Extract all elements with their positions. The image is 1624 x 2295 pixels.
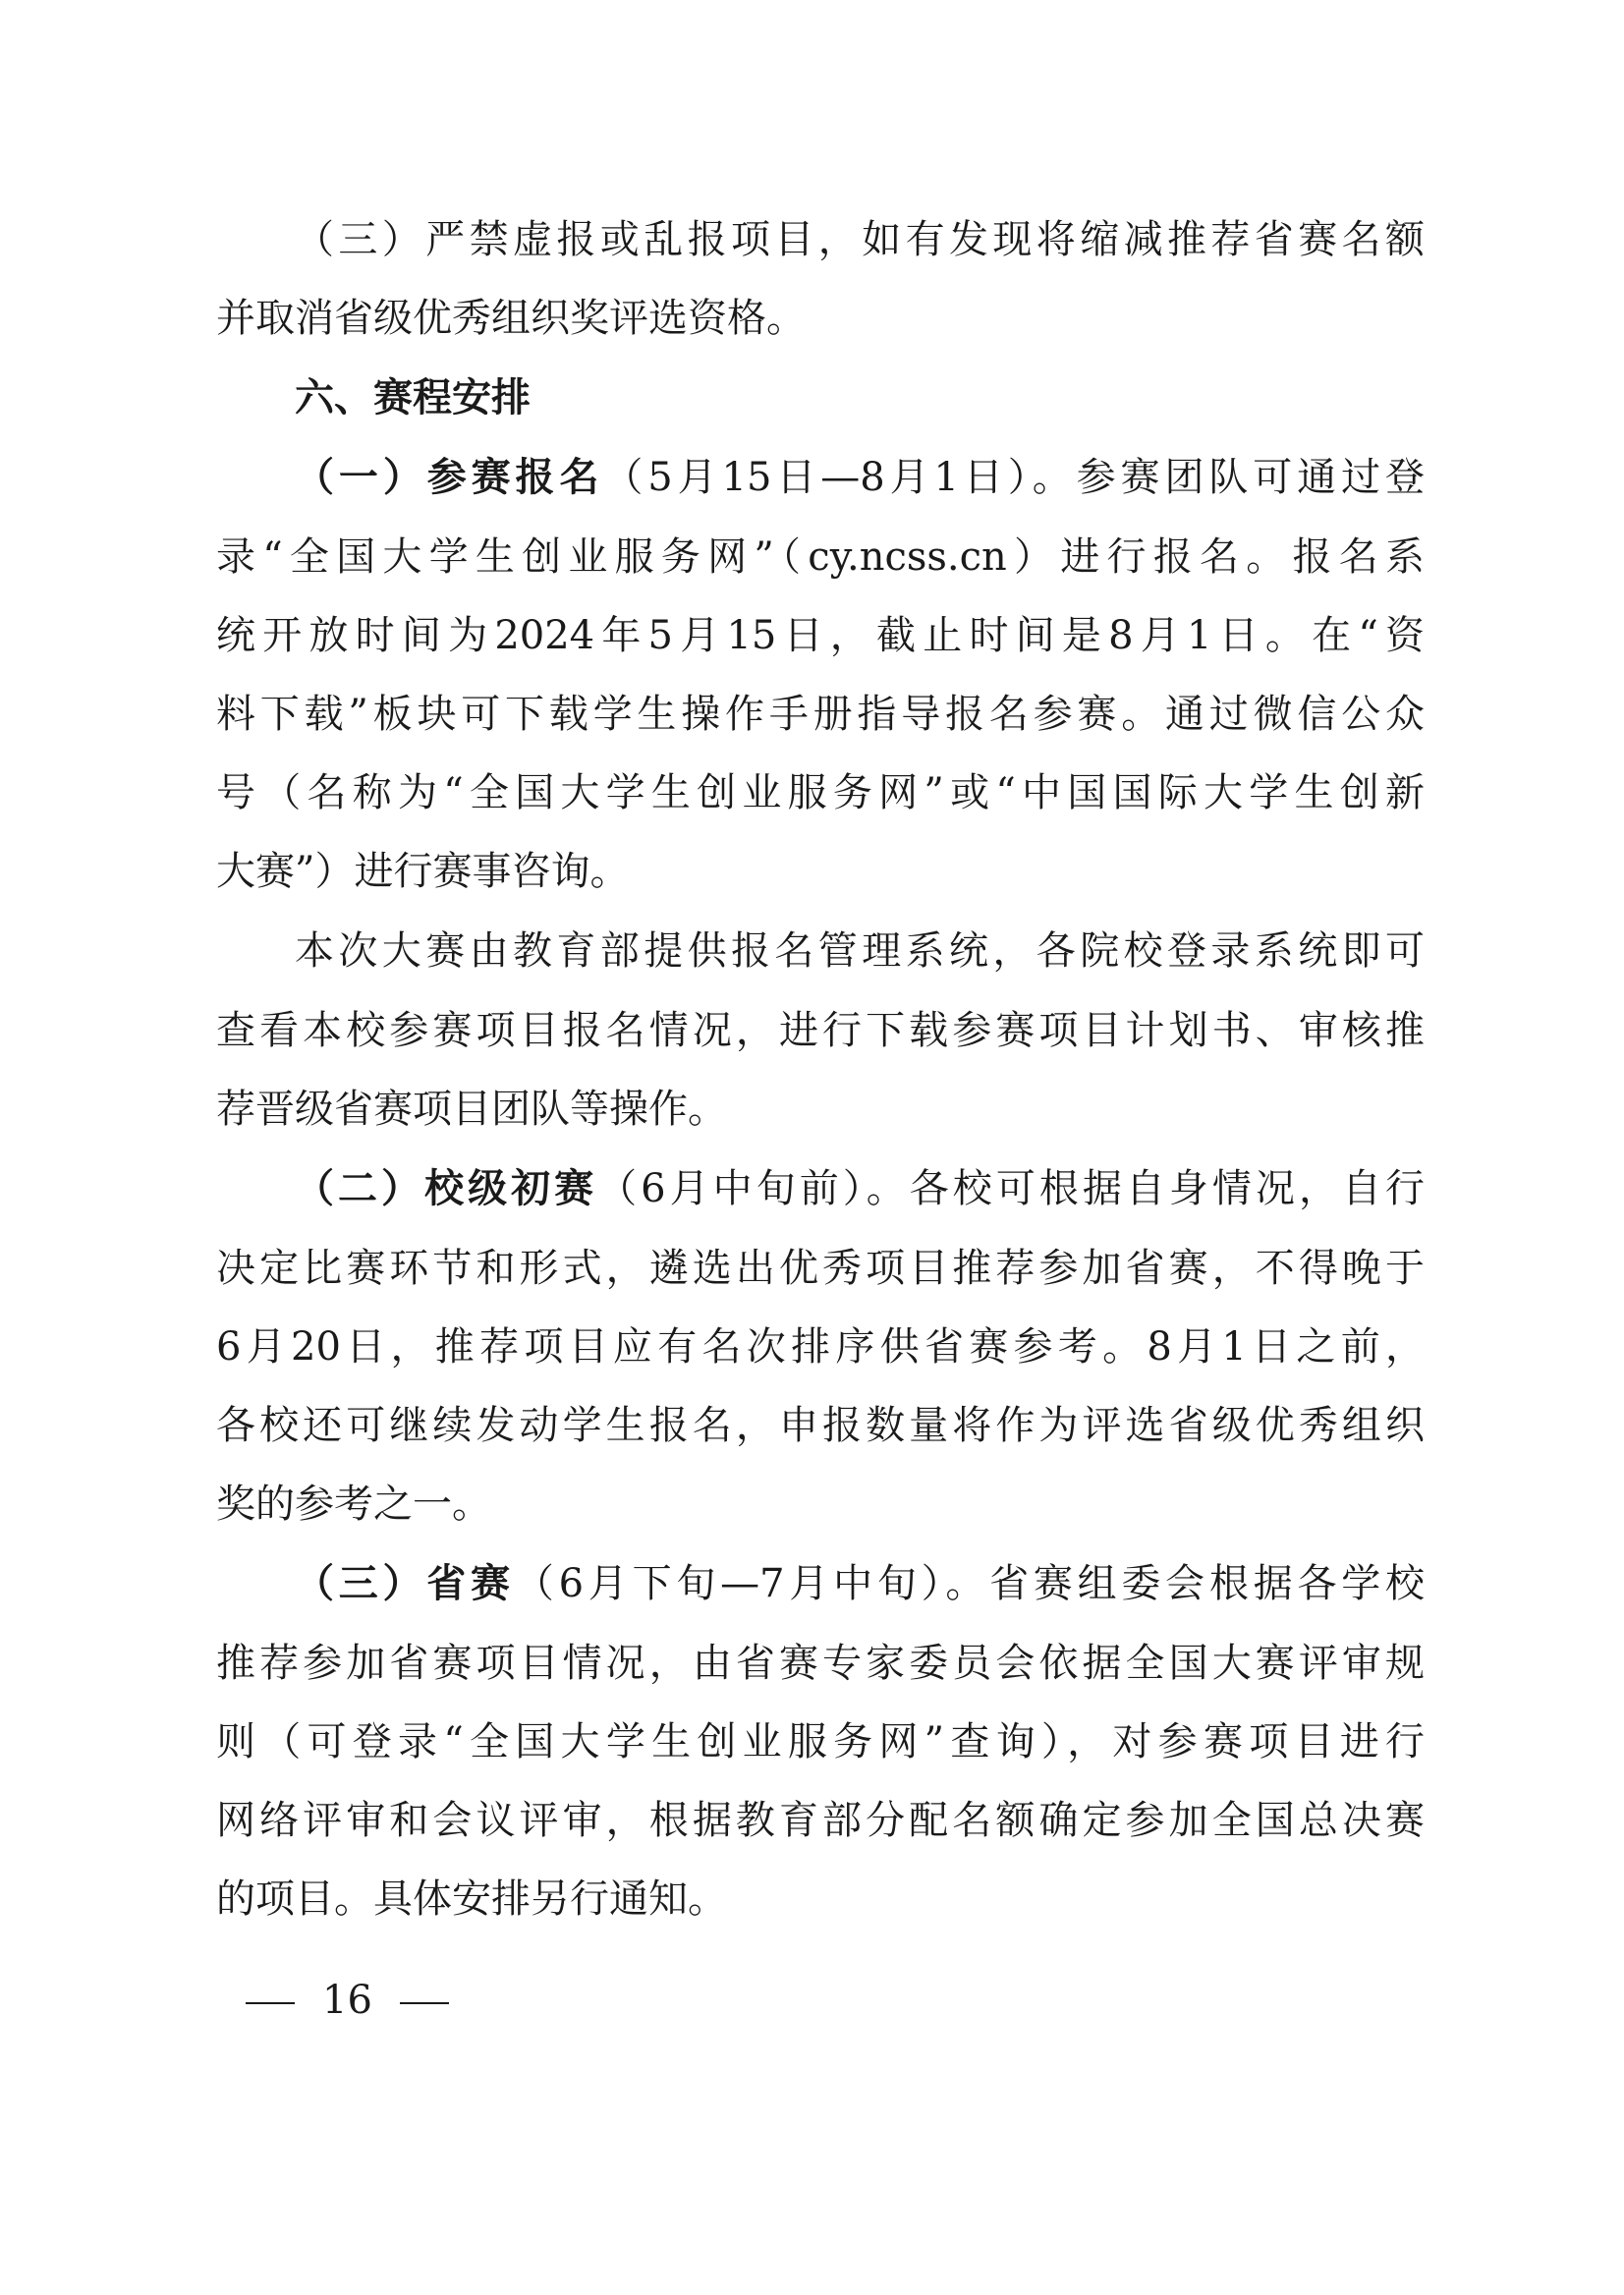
page-number-dash-left bbox=[246, 2002, 295, 2004]
para-reg-title: （一）参赛报名 bbox=[295, 455, 604, 500]
para-reg-line-4: 料下载”板块可下载学生操作手册指导报名参赛。通过微信公众 bbox=[216, 692, 1425, 737]
para-province-line-5: 的项目。具体安排另行通知。 bbox=[216, 1876, 727, 1922]
para-reg-line-3: 统开放时间为2024年5月15日，截止时间是8月1日。在“资 bbox=[216, 613, 1425, 658]
para-province-line-1-rest: （6月下旬—7月中旬）。省赛组委会根据各学校 bbox=[514, 1561, 1426, 1606]
para-reg-line-1 bbox=[295, 455, 1426, 501]
para-reg-line-2: 录“全国大学生创业服务网”（cy.ncss.cn）进行报名。报名系 bbox=[216, 534, 1425, 580]
para-school-title: （二）校级初赛 bbox=[295, 1166, 598, 1211]
para-school-line-1 bbox=[295, 1166, 1426, 1212]
para-s3-line-1: （三）严禁虚报或乱报项目，如有发现将缩减推荐省赛名额 bbox=[295, 217, 1425, 262]
para-province-line-3: 则（可登录“全国大学生创业服务网”查询），对参赛项目进行 bbox=[216, 1719, 1425, 1764]
para-province-line-4: 网络评审和会议评审，根据教育部分配名额确定参加全国总决赛 bbox=[216, 1798, 1425, 1843]
para-reg-line-6: 大赛”）进行赛事咨询。 bbox=[216, 849, 630, 894]
para-s3-line-2: 并取消省级优秀组织奖评选资格。 bbox=[216, 296, 806, 341]
para-school-line-5: 奖的参考之一。 bbox=[216, 1482, 491, 1527]
page-number-dash-right bbox=[400, 2002, 449, 2004]
para-system-line-3: 荐晋级省赛项目团队等操作。 bbox=[216, 1087, 727, 1132]
para-reg-line-5: 号（名称为“全国大学生创业服务网”或“中国国际大学生创新 bbox=[216, 770, 1425, 815]
page-number-footer bbox=[246, 1978, 449, 2023]
para-school-line-2: 决定比赛环节和形式，遴选出优秀项目推荐参加省赛，不得晚于 bbox=[216, 1246, 1425, 1291]
para-school-line-3: 6月20日，推荐项目应有名次排序供省赛参考。8月1日之前， bbox=[216, 1324, 1425, 1370]
para-reg-line-1-rest: （5月15日—8月1日）。参赛团队可通过登 bbox=[603, 455, 1426, 500]
para-province-line-2: 推荐参加省赛项目情况，由省赛专家委员会依据全国大赛评审规 bbox=[216, 1641, 1425, 1686]
para-province-title: （三）省赛 bbox=[295, 1561, 515, 1606]
para-school-line-4: 各校还可继续发动学生报名，申报数量将作为评选省级优秀组织 bbox=[216, 1403, 1425, 1448]
para-system-line-1: 本次大赛由教育部提供报名管理系统，各院校登录系统即可 bbox=[295, 928, 1425, 974]
para-system-line-2: 查看本校参赛项目报名情况，进行下载参赛项目计划书、审核推 bbox=[216, 1008, 1425, 1053]
section-heading: 六、赛程安排 bbox=[295, 375, 531, 420]
page-number: 16 bbox=[322, 1978, 372, 2023]
para-province-line-1 bbox=[295, 1561, 1426, 1607]
para-school-line-1-rest: （6月中旬前）。各校可根据自身情况，自行 bbox=[597, 1166, 1426, 1211]
